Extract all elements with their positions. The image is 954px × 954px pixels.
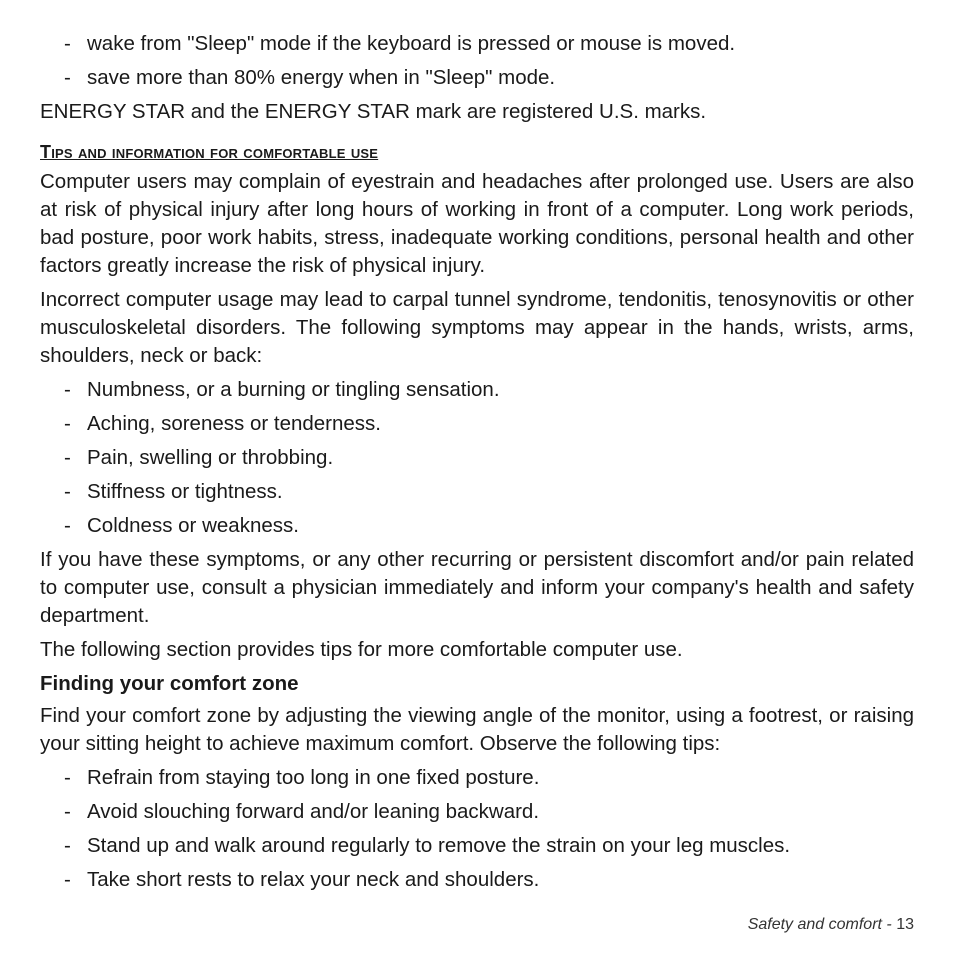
energy-star-note: ENERGY STAR and the ENERGY STAR mark are registered U.S. marks. <box>40 100 707 123</box>
list-item: - Aching, soreness or tenderness. <box>64 412 381 435</box>
comfort-paragraph: Find your comfort zone by adjusting the viewing angle of the monitor, using a footrest, or raising your sitting height to achieve maximum comfort. Observe the following tips: <box>40 704 914 755</box>
intro-paragraph: Computer users may complain of eyestrain and headaches after prolonged use. Users are also at risk of physical injury after long hours of working in front of a computer. Long work periods, bad posture, poor work habits, stress, inadequate working conditions, personal health and other factors greatly increase the risk of physical injury. <box>40 170 914 277</box>
list-item-text: Take short rests to relax your neck and shoulders. <box>87 868 540 891</box>
list-item: - Refrain from staying too long in one fixed posture. <box>64 766 540 789</box>
list-item: - Coldness or weakness. <box>64 514 299 537</box>
subheading: Finding your comfort zone <box>40 672 299 695</box>
disorders-paragraph: Incorrect computer usage may lead to carpal tunnel syndrome, tendonitis, tenosynovitis or other musculoskeletal disorders. The following symptoms may appear in the hands, wrists, arms, shoulders, neck or back: <box>40 288 914 367</box>
list-item: - Stand up and walk around regularly to remove the strain on your leg muscles. <box>64 834 791 857</box>
list-item-text: save more than 80% energy when in "Sleep" mode. <box>87 66 556 89</box>
page-footer <box>748 916 914 934</box>
tips-intro: The following section provides tips for more comfortable computer use. <box>40 638 683 661</box>
list-item: - wake from "Sleep" mode if the keyboard is pressed or mouse is moved. <box>64 32 736 55</box>
list-item-text: Numbness, or a burning or tingling sensation. <box>87 378 500 401</box>
list-item-text: Stand up and walk around regularly to remove the strain on your leg muscles. <box>87 834 791 857</box>
list-item-text: wake from "Sleep" mode if the keyboard is pressed or mouse is moved. <box>87 32 736 55</box>
list-item-text: Coldness or weakness. <box>87 514 299 537</box>
list-item: - Numbness, or a burning or tingling sensation. <box>64 378 500 401</box>
list-item-text: Aching, soreness or tenderness. <box>87 412 381 435</box>
list-item-text: Avoid slouching forward and/or leaning backward. <box>87 800 540 823</box>
list-item: - Stiffness or tightness. <box>64 480 283 503</box>
consult-paragraph: If you have these symptoms, or any other recurring or persistent discomfort and/or pain related to computer use, consult a physician immediately and inform your company's health and safety department. <box>40 548 914 627</box>
list-item-text: Pain, swelling or throbbing. <box>87 446 334 469</box>
footer-label: Safety and comfort - <box>747 916 892 933</box>
list-item: - Pain, swelling or throbbing. <box>64 446 334 469</box>
list-item: - Take short rests to relax your neck and shoulders. <box>64 868 540 891</box>
list-item-text: Refrain from staying too long in one fixed posture. <box>87 766 540 789</box>
section-title: Tips and information for comfortable use <box>40 142 379 162</box>
list-item: - Avoid slouching forward and/or leaning backward. <box>64 800 540 823</box>
page-number: 13 <box>896 916 914 933</box>
document-page <box>40 30 914 900</box>
list-item-text: Stiffness or tightness. <box>87 480 283 503</box>
list-item: - save more than 80% energy when in "Sleep" mode. <box>64 66 556 89</box>
